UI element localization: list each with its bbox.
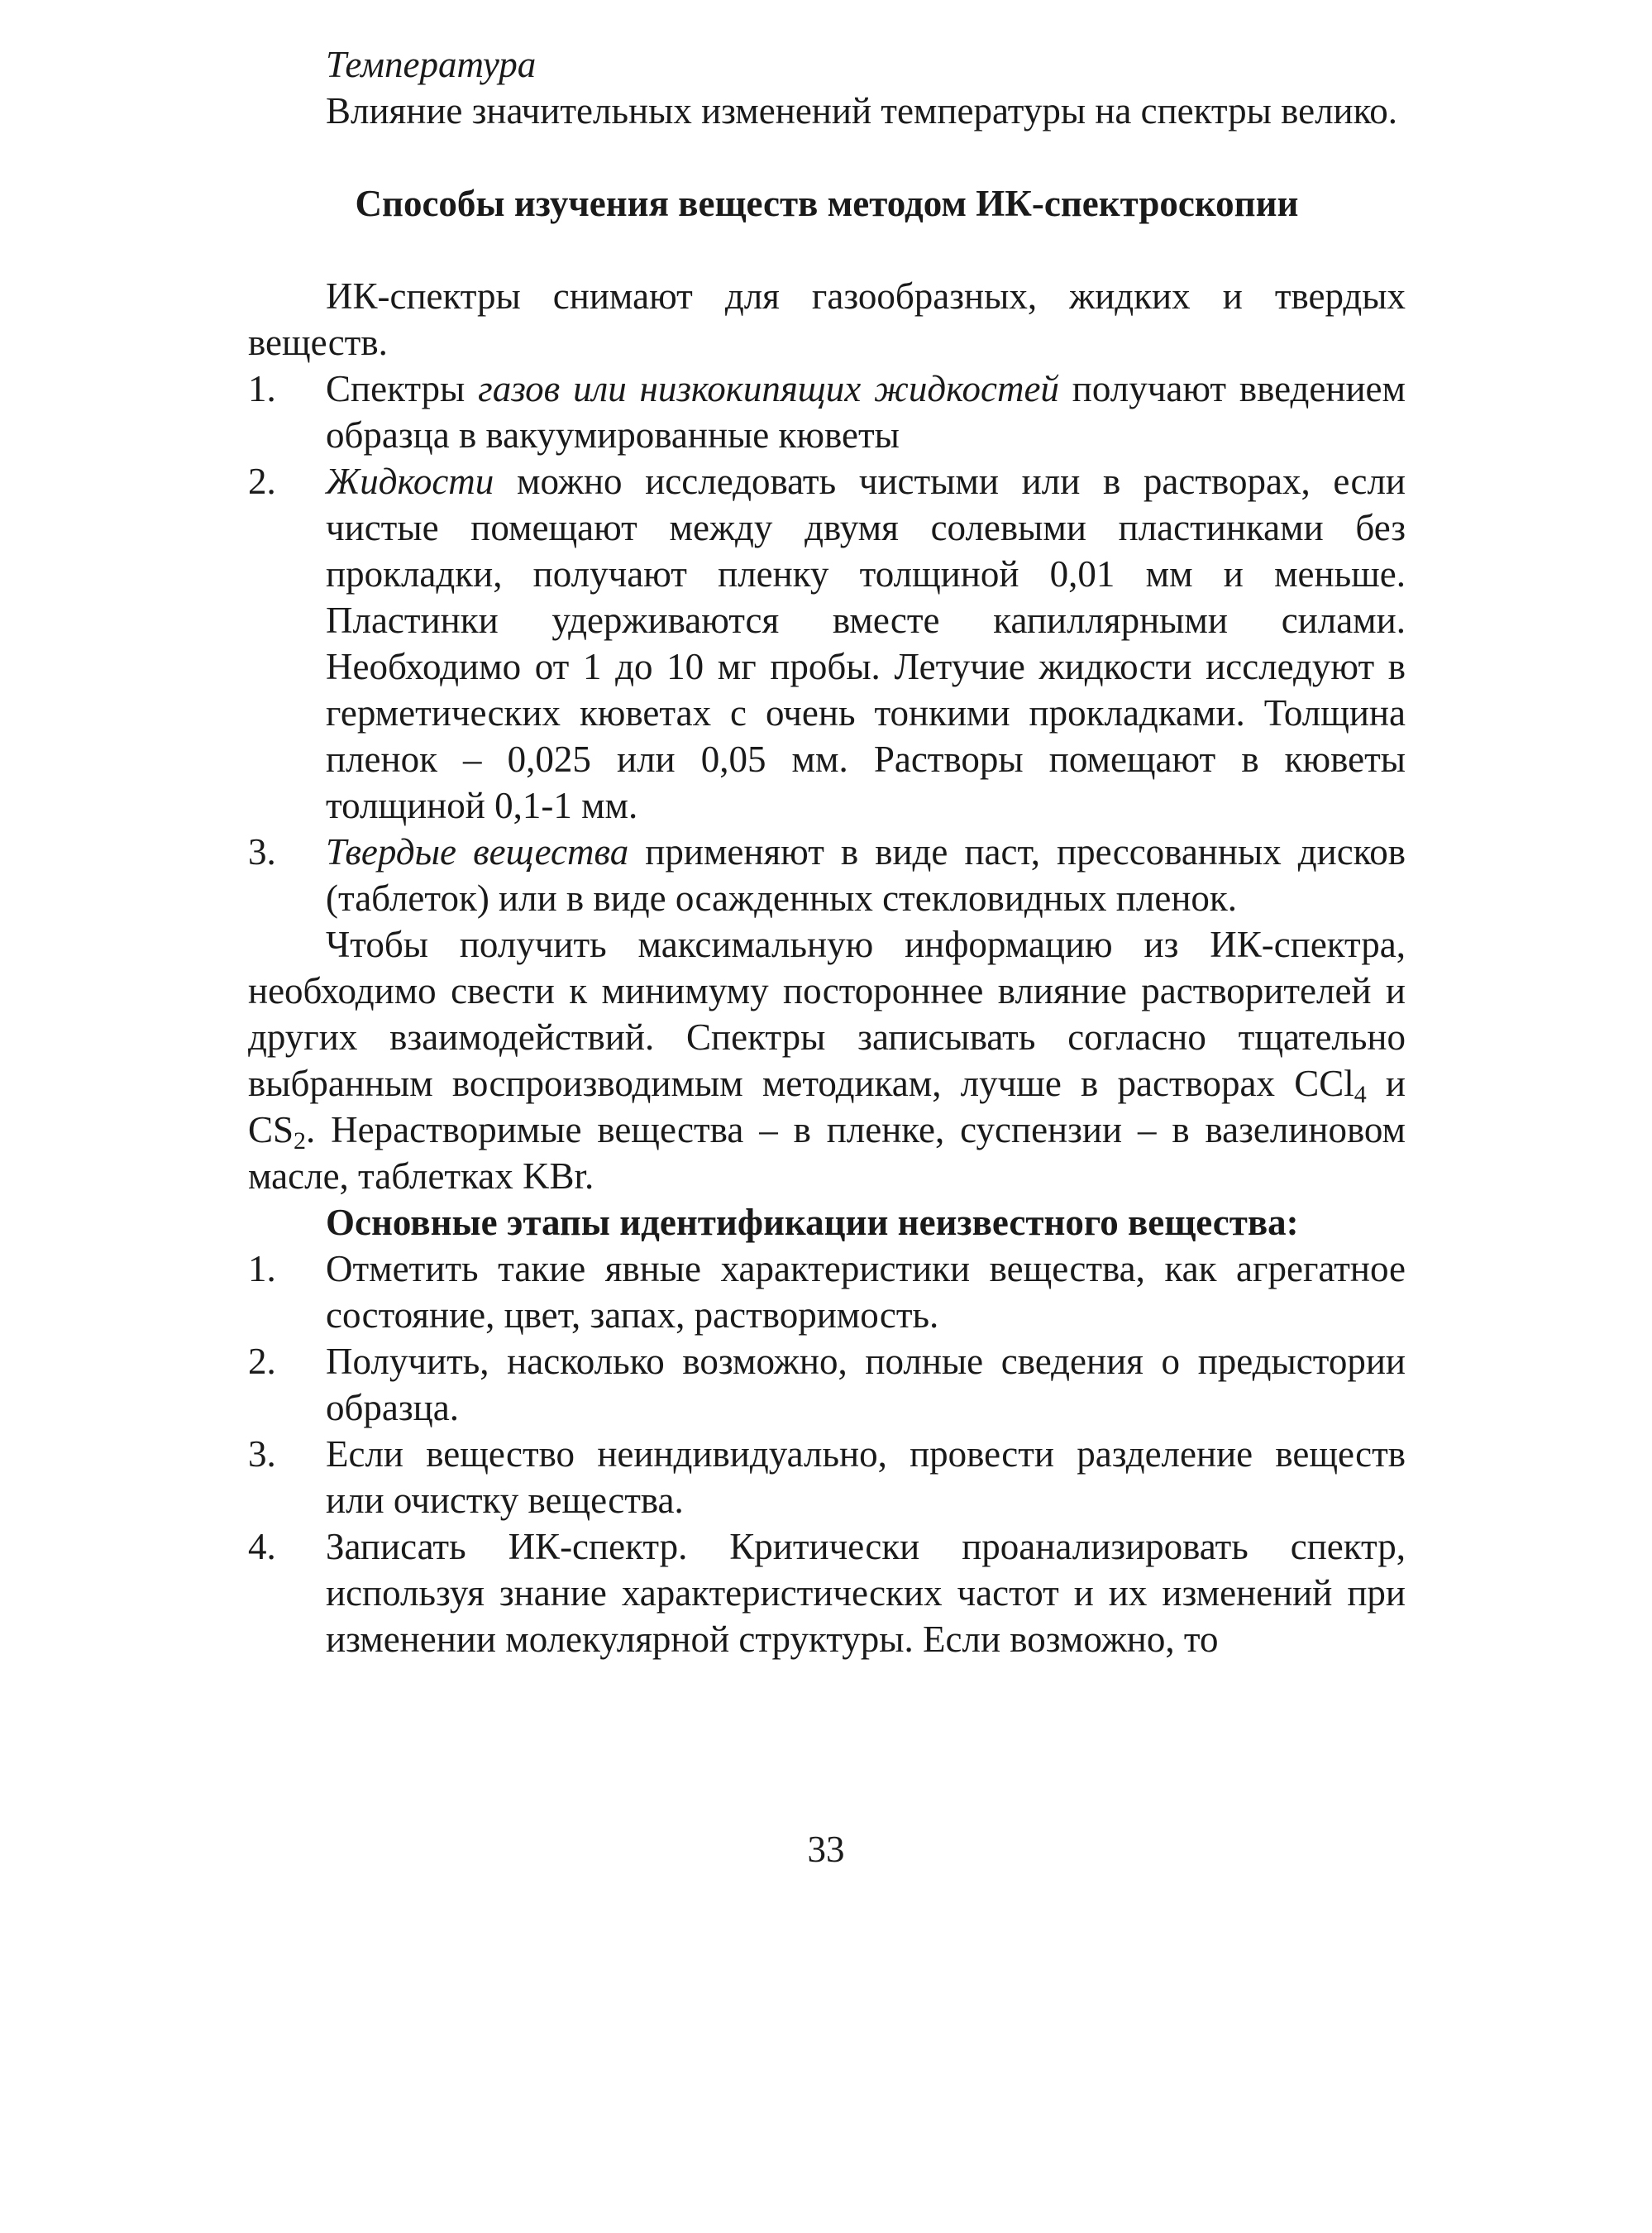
list-item-emphasis: газов или низкокипящих жидкостей <box>478 368 1059 409</box>
solvent-paragraph <box>248 921 1406 1199</box>
spacer <box>248 134 1406 180</box>
intro-paragraph: ИК-спектры снимают для газообразных, жидких и твердых веществ. <box>248 275 1406 363</box>
paragraph-text: Чтобы получить максимальную информацию из ИК-спектра, необходимо свести к минимуму постороннее влияние растворителей и других взаимодействий. Спектры записывать согласно тщательно выбранным воспроизводимым методикам, лучше в растворах CCl <box>248 924 1406 1104</box>
temperature-paragraph: Влияние значительных изменений температуры на спектры велико. <box>326 90 1397 131</box>
list-item <box>248 1431 1406 1523</box>
temperature-subtitle: Температура <box>326 44 537 85</box>
text-column <box>248 41 1406 1662</box>
list-item <box>248 1338 1406 1431</box>
list-item <box>248 458 1406 829</box>
list-item <box>248 829 1406 921</box>
list-item-text: Спектры <box>326 368 479 409</box>
list-item <box>248 1523 1406 1662</box>
list-item-number: 1. <box>248 368 276 409</box>
list-item-number: 2. <box>248 461 276 502</box>
list-item-text: можно исследовать чистыми или в растворах, если чистые помещают между двумя солевыми пластинками без прокладки, получают пленку толщиной 0,01 мм и меньше. Пластинки удерживаются вместе капиллярными силами. Необходимо от 1 до 10 мг пробы. Летучие жидкости исследуют в герметических кюветах с очень тонкими прокладками. Толщина пленок – 0,025 или 0,05 мм. Растворы помещают в кюветы толщиной 0,1-1 мм. <box>326 461 1406 826</box>
section-heading: Способы изучения веществ методом ИК-спектроскопии <box>355 183 1299 224</box>
paragraph-text: и CS <box>248 1063 1406 1150</box>
subscript: 4 <box>1354 1081 1367 1108</box>
list-item-text: Отметить такие явные характеристики вещества, как агрегатное состояние, цвет, запах, растворимость. <box>326 1248 1406 1336</box>
list-item-number: 3. <box>248 1433 276 1475</box>
list-item-text: Получить, насколько возможно, полные сведения о предыстории образца. <box>326 1341 1406 1428</box>
list-item-text: получают введением образца в вакуумированные кюветы <box>326 368 1406 456</box>
page-number: 33 <box>807 1829 845 1870</box>
list-item-text: Записать ИК-спектр. Критически проанализировать спектр, используя знание характеристических частот и их изменений при изменении молекулярной структуры. Если возможно, то <box>326 1526 1406 1660</box>
steps-heading: Основные этапы идентификации неизвестного вещества: <box>326 1202 1299 1243</box>
subscript: 2 <box>294 1127 307 1155</box>
list-item-number: 1. <box>248 1248 276 1289</box>
list-item-number: 3. <box>248 831 276 873</box>
list-item-number: 2. <box>248 1341 276 1382</box>
paragraph-text: . Нерастворимые вещества – в пленке, суспензии – в вазелиновом масле, таблетках KBr. <box>248 1109 1406 1197</box>
list-item <box>248 1246 1406 1338</box>
list-item-emphasis: Жидкости <box>326 461 494 502</box>
list-item <box>248 366 1406 458</box>
list-item-text: Если вещество неиндивидуально, провести разделение веществ или очистку вещества. <box>326 1433 1406 1521</box>
list-item-number: 4. <box>248 1526 276 1567</box>
spacer <box>248 227 1406 273</box>
list-item-text: применяют в виде паст, прессованных дисков (таблеток) или в виде осажденных стекловидных пленок. <box>326 831 1406 919</box>
list-item-emphasis: Твердые вещества <box>326 831 629 873</box>
